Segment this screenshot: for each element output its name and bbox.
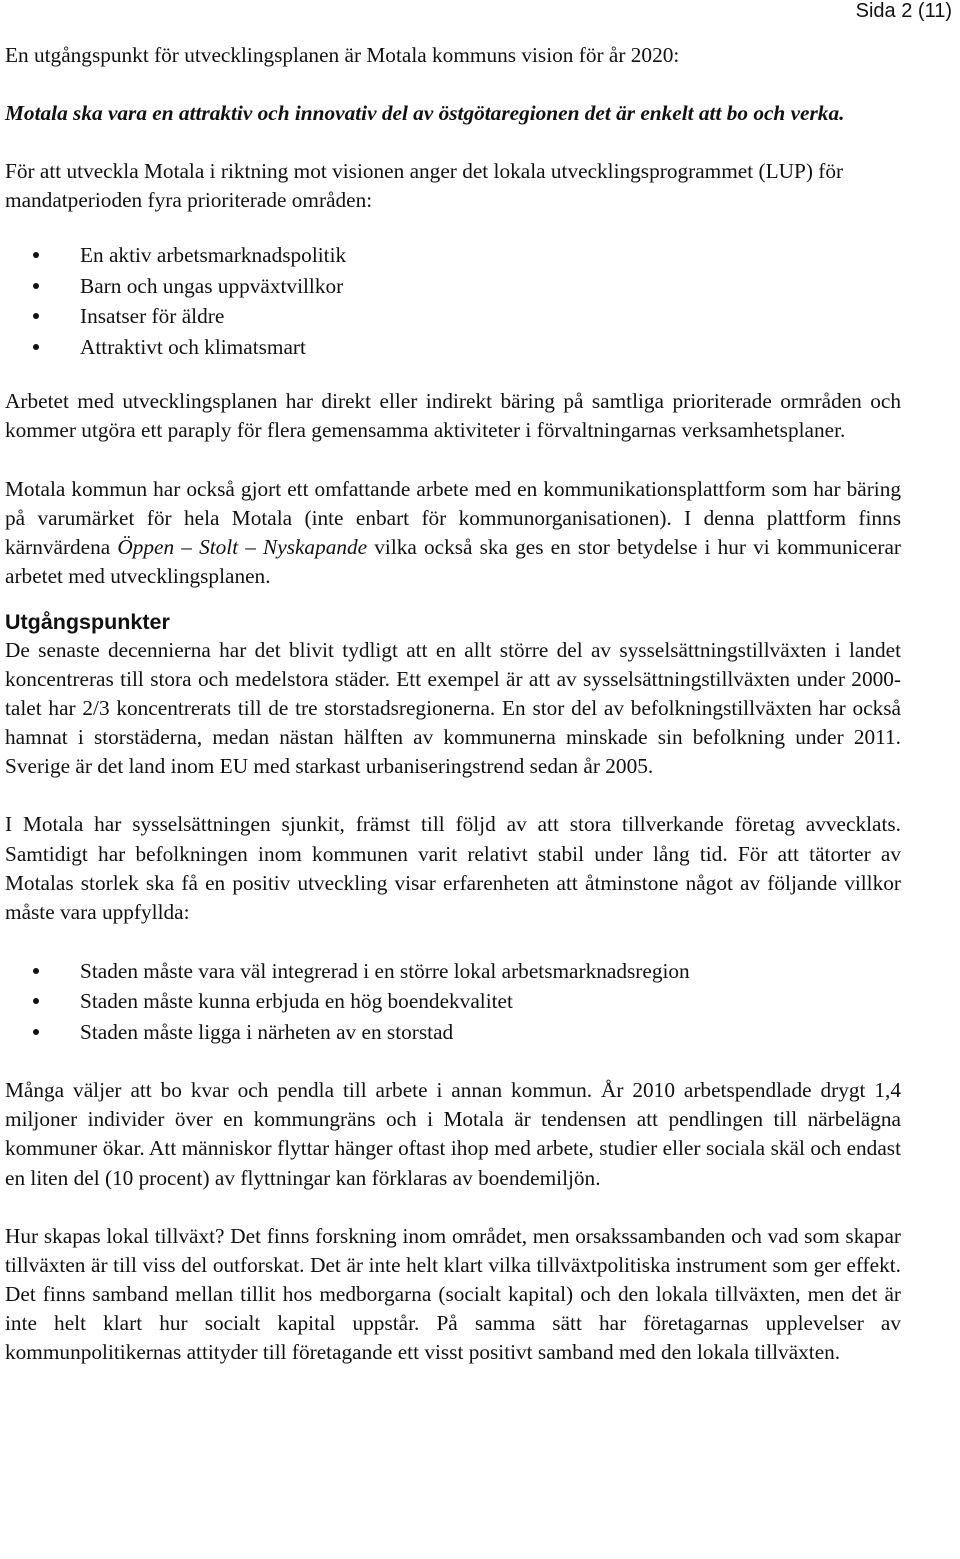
core-values: Öppen – Stolt – Nyskapande: [117, 534, 368, 559]
section-heading: Utgångspunkter: [5, 609, 170, 634]
list-item: Staden måste vara väl integrerad i en större lokal arbetsmarknadsregion: [5, 956, 901, 987]
list-item: Insatser för äldre: [5, 301, 901, 332]
document-body: [5, 41, 901, 1367]
commute-paragraph: Många väljer att bo kvar och pendla till arbete i annan kommun. År 2010 arbetspendlade drygt 1,4 miljoner individer över en kommungräns och i Motala är tendensen att pendlingen till närbelägna kommuner ökar. Att människor flyttar hänger oftast ihop med arbete, studier eller sociala skäl och endast en liten del (10 procent) av flyttningar kan förklaras av boendemiljön.: [5, 1078, 901, 1190]
list-item: En aktiv arbetsmarknadspolitik: [5, 240, 901, 271]
conditions-list: [5, 956, 901, 1048]
brand-text-after: vilka också ska ges en stor betydelse i hur vi kommunicerar arbetet med utvecklingsplanen.: [5, 534, 901, 588]
page-number: Sida 2 (11): [855, 0, 952, 22]
lup-intro-paragraph: För att utveckla Motala i riktning mot visionen anger det lokala utvecklingsprogrammet (LUP) för mandatperioden fyra prioriterade områden:: [5, 159, 844, 213]
list-item: Staden måste kunna erbjuda en hög boendekvalitet: [5, 986, 901, 1017]
list-item: Attraktivt och klimatsmart: [5, 332, 901, 363]
motala-paragraph: I Motala har sysselsättningen sjunkit, främst till följd av att stora tillverkande företag avvecklats. Samtidigt har befolkningen inom kommunen varit relativt stabil under lång tid. För att tätorter av Motalas storlek ska få en positiv utveckling visar erfarenheten att åtminstone något av följande villkor måste vara uppfyllda:: [5, 812, 901, 924]
vision-statement: Motala ska vara en attraktiv och innovativ del av östgötaregionen det är enkelt att bo och verka.: [5, 101, 845, 126]
intro-paragraph: En utgångspunkt för utvecklingsplanen är Motala kommuns vision för år 2020:: [5, 43, 680, 67]
priority-areas-list: [5, 240, 901, 362]
brand-paragraph: [5, 475, 901, 591]
brand-text-before: Motala kommun har också gjort ett omfattande arbete med en kommunikationsplattform som har bäring på varumärket för hela Motala (inte enbart för kommunorganisationen). I denna plattform finns kärnvärdena: [5, 476, 901, 559]
work-paragraph: Arbetet med utvecklingsplanen har direkt eller indirekt bäring på samtliga prioriterade ormråden och kommer utgöra ett paraply för flera gemensamma aktiviteter i förvaltningarnas verksamhetsplaner.: [5, 389, 901, 443]
list-item: Staden måste ligga i närheten av en storstad: [5, 1017, 901, 1048]
list-item: Barn och ungas uppväxtvillkor: [5, 271, 901, 302]
local-growth-paragraph: Hur skapas lokal tillväxt? Det finns forskning inom området, men orsakssambanden och vad som skapar tillväxten är till viss del outforskat. Det är inte helt klart vilka tillväxtpolitiska instrument som ger effekt. Det finns samband mellan tillit hos medborgarna (socialt kapital) och den lokala tillväxten, men det är inte helt klart hur socialt kapital uppstår. På samma sätt har företagarnas upplevelser av kommunpolitikernas attityder till företagande ett visst positivt samband med den lokala tillväxten.: [5, 1223, 901, 1365]
growth-paragraph: De senaste decennierna har det blivit tydligt att en allt större del av sysselsättningstillväxten i landet koncentreras till stora och medelstora städer. Ett exempel är att av sysselsättningstillväxten under 2000-talet har 2/3 koncentrerats till de tre storstadsregionerna. En stor del av befolkningstillväxten har också hamnat i storstäderna, medan nästan hälften av kommunerna minskade sin befolkning under 2011. Sverige är det land inom EU med starkast urbaniseringstrend sedan år 2005.: [5, 637, 901, 779]
